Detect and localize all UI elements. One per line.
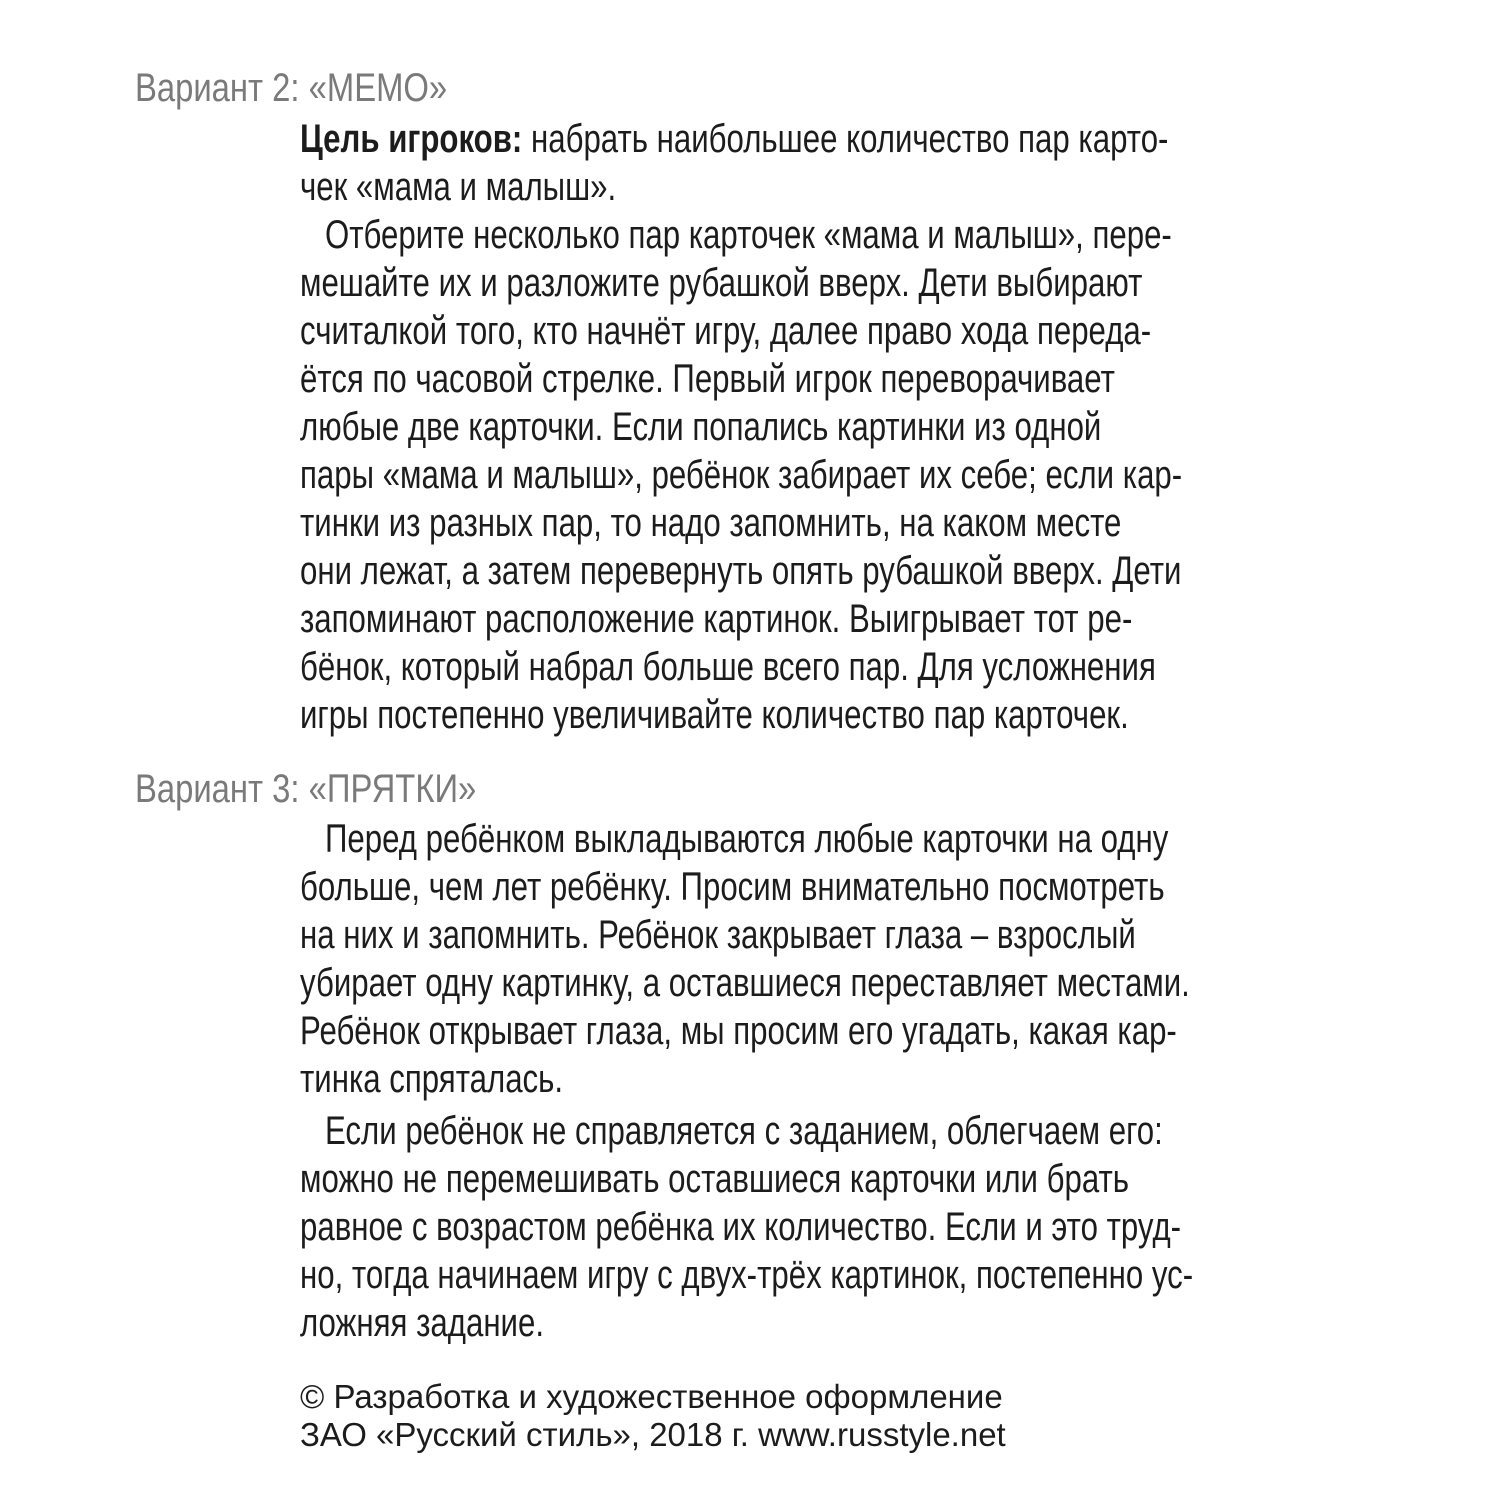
memo-line: бёнок, который набрал больше всего пар. Для усложнения bbox=[300, 645, 1156, 689]
memo-goal-line bbox=[300, 115, 1169, 163]
credit-line-1: © Разработка и художественное оформление bbox=[300, 1378, 1003, 1415]
memo-heading: Вариант 2: «МЕМО» bbox=[135, 66, 448, 110]
hide-line: Перед ребёнком выкладываются любые карточки на одну bbox=[324, 817, 1169, 861]
hide-line: ложняя задание. bbox=[300, 1301, 545, 1345]
hide-line: Ребёнок открывает глаза, мы просим его угадать, какая кар- bbox=[300, 1009, 1177, 1053]
goal-text: набрать наибольшее количество пар карто- bbox=[522, 117, 1169, 161]
memo-line: мешайте их и разложите рубашкой вверх. Дети выбирают bbox=[300, 261, 1143, 305]
hide-line: больше, чем лет ребёнку. Просим внимательно посмотреть bbox=[300, 865, 1165, 909]
hide-line: Если ребёнок не справляется с заданием, облегчаем его: bbox=[324, 1109, 1163, 1153]
memo-line: они лежат, а затем перевернуть опять рубашкой вверх. Дети bbox=[300, 549, 1182, 593]
hide-line: можно не перемешивать оставшиеся карточки или брать bbox=[300, 1157, 1130, 1201]
memo-line: игры постепенно увеличивайте количество пар карточек. bbox=[300, 693, 1129, 737]
memo-line: ётся по часовой стрелке. Первый игрок переворачивает bbox=[300, 357, 1115, 401]
memo-line: пары «мама и малыш», ребёнок забирает их себе; если кар- bbox=[300, 453, 1183, 497]
memo-line: Отберите несколько пар карточек «мама и малыш», пере- bbox=[324, 213, 1172, 257]
memo-line: любые две карточки. Если попались картинки из одной bbox=[300, 405, 1102, 449]
hide-heading: Вариант 3: «ПРЯТКИ» bbox=[135, 767, 477, 811]
credit-line-2: ЗАО «Русский стиль», 2018 г. www.russtyle.net bbox=[300, 1416, 1006, 1453]
hide-line: на них и запомнить. Ребёнок закрывает глаза – взрослый bbox=[300, 913, 1136, 957]
hide-line: тинка спряталась. bbox=[300, 1057, 564, 1101]
hide-line: убирает одну картинку, а оставшиеся переставляет местами. bbox=[300, 961, 1190, 1005]
hide-line: равное с возрастом ребёнка их количество. Если и это труд- bbox=[300, 1205, 1182, 1249]
hide-line: но, тогда начинаем игру с двух-трёх картинок, постепенно ус- bbox=[300, 1253, 1194, 1297]
memo-line: тинки из разных пар, то надо запомнить, на каком месте bbox=[300, 501, 1122, 545]
memo-line: считалкой того, кто начнёт игру, далее право хода переда- bbox=[300, 309, 1152, 353]
goal-label: Цель игроков: bbox=[300, 117, 523, 161]
memo-line: чек «мама и малыш». bbox=[300, 165, 617, 209]
memo-line: запоминают расположение картинок. Выигрывает тот ре- bbox=[300, 597, 1133, 641]
